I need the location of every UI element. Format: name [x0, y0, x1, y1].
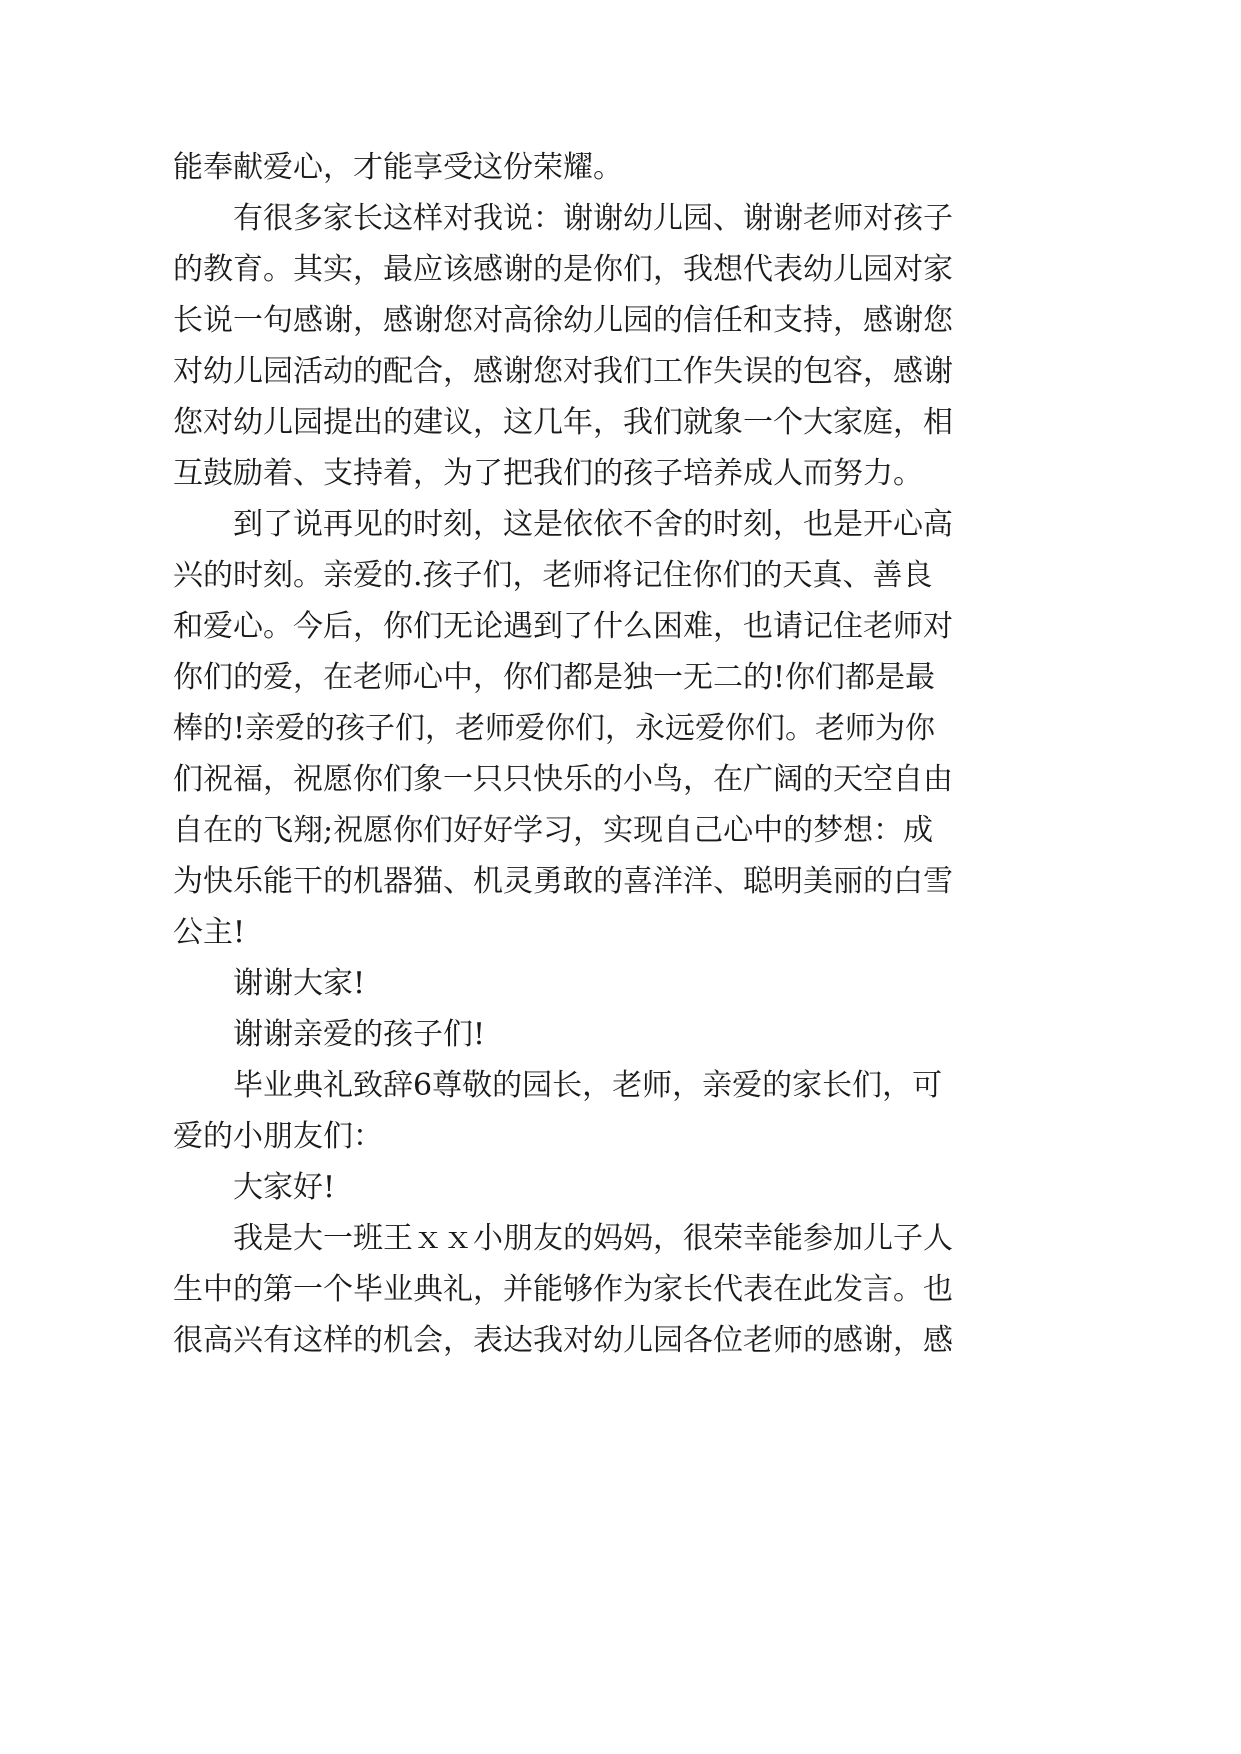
line-20: 爱的小朋友们： [173, 1119, 383, 1154]
line-17: 谢谢大家! [233, 966, 366, 1001]
line-14: 自在的飞翔;祝愿你们好好学习，实现自己心中的梦想：成 [173, 813, 934, 848]
line-21: 大家好! [233, 1170, 336, 1205]
line-18: 谢谢亲爱的孩子们! [233, 1017, 486, 1052]
line-11: 你们的爱，在老师心中，你们都是独一无二的!你们都是最 [173, 660, 936, 695]
line-1: 能奉献爱心，才能享受这份荣耀。 [173, 150, 623, 185]
line-9: 兴的时刻。亲爱的.孩子们，老师将记住你们的天真、善良 [173, 558, 933, 593]
line-4: 长说一句感谢，感谢您对高徐幼儿园的信任和支持，感谢您 [173, 303, 953, 338]
line-8: 到了说再见的时刻，这是依依不舍的时刻，也是开心高 [233, 507, 953, 542]
line-13: 们祝福，祝愿你们象一只只快乐的小鸟，在广阔的天空自由 [173, 762, 953, 797]
line-10: 和爱心。今后，你们无论遇到了什么困难，也请记住老师对 [173, 609, 953, 644]
line-19: 毕业典礼致辞6尊敬的园长，老师，亲爱的家长们，可 [233, 1068, 943, 1103]
line-2: 有很多家长这样对我说：谢谢幼儿园、谢谢老师对孩子 [233, 201, 953, 236]
line-23: 生中的第一个毕业典礼，并能够作为家长代表在此发言。也 [173, 1272, 953, 1307]
line-22: 我是大一班王ｘｘ小朋友的妈妈，很荣幸能参加儿子人 [233, 1221, 953, 1256]
line-5: 对幼儿园活动的配合，感谢您对我们工作失误的包容，感谢 [173, 354, 953, 389]
line-24: 很高兴有这样的机会，表达我对幼儿园各位老师的感谢，感 [173, 1323, 953, 1358]
line-3: 的教育。其实，最应该感谢的是你们，我想代表幼儿园对家 [173, 252, 953, 287]
line-6: 您对幼儿园提出的建议，这几年，我们就象一个大家庭，相 [173, 405, 953, 440]
line-16: 公主! [173, 915, 246, 950]
line-12: 棒的!亲爱的孩子们，老师爱你们，永远爱你们。老师为你 [173, 711, 936, 746]
line-15: 为快乐能干的机器猫、机灵勇敢的喜洋洋、聪明美丽的白雪 [173, 864, 953, 899]
line-7: 互鼓励着、支持着，为了把我们的孩子培养成人而努力。 [173, 456, 923, 491]
